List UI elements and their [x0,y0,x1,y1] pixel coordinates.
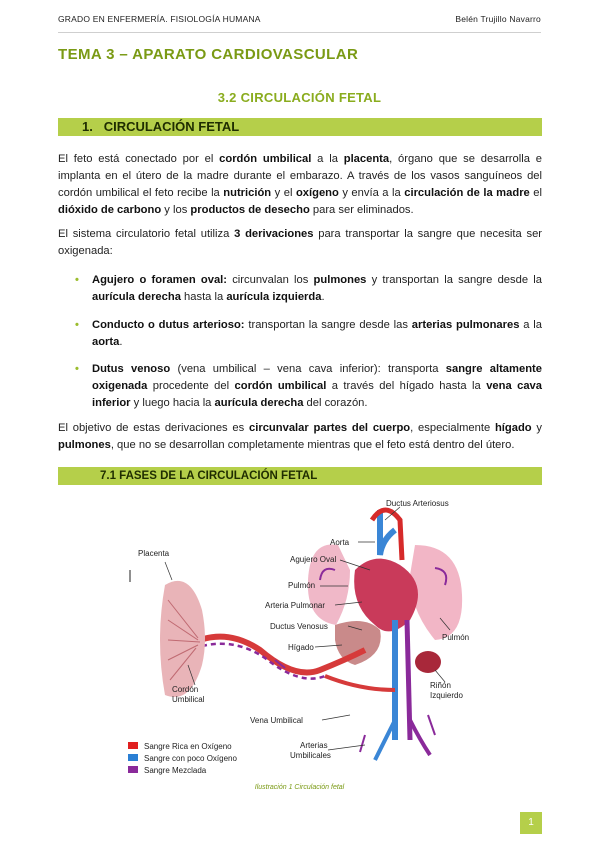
aorta-vessel [380,510,395,555]
section-label: CIRCULACIÓN FETAL [103,119,240,134]
text-run: y el [271,187,296,199]
placenta-shape [160,581,205,697]
text-run: , que no se desarrollan completamente mientras que el feto está dentro del útero. [110,439,515,451]
text-run: . [321,291,325,303]
text-run: El objetivo de estas derivaciones es [58,422,250,434]
header-divider [58,32,541,33]
bold-text: aurícula derecha [214,397,304,409]
text-run: a la [311,153,344,165]
text-run: , especialmente [410,422,495,434]
text-run: para ser eliminados. [309,204,414,216]
label-izquierdo: Izquierdo [430,691,463,700]
bold-text: Agujero o foramen oval: [92,274,227,286]
paragraph-objetivo [58,420,542,454]
label-umbilical: Umbilical [172,695,205,704]
text-run: transportan la sangre desde las [244,319,412,331]
label-placenta: Placenta [138,549,170,558]
text-run: , órgano que se desarrolla e implanta en el útero de la madre durante el embarazo. A través de los vasos sanguíneos del cordón umbilical el feto recibe la [58,153,542,199]
bold-text: sangre altamente oxigenada [92,363,542,392]
text-run: y transportan la sangre desde la [366,274,542,286]
bold-text: placenta [343,153,390,165]
umbilical-vein [325,676,395,690]
label-rinon: Riñón [430,681,451,690]
text-run: El sistema circulatorio fetal utiliza [58,228,235,240]
section-heading-fases: 7.1 FASES DE LA CIRCULACIÓN FETAL [58,467,542,485]
text-run: El feto está conectado por el [58,153,220,165]
text-run: procedente del [147,380,235,392]
fetal-circulation-figure [110,490,530,785]
kidney-shape [415,651,441,673]
label-pulmon-right: Pulmón [442,633,470,642]
paragraph-derivaciones [58,226,542,260]
bold-text: aorta [92,336,120,348]
bold-text: Conducto o dutus arterioso: [92,319,245,331]
text-run: (vena umbilical – vena cava inferior): transporta [170,363,446,375]
bold-text: dióxido de carbono [58,204,162,216]
header-author: Belén Trujillo Navarro [455,14,541,24]
list-item [58,317,542,351]
label-ductus-arteriosus: Ductus Arteriosus [386,499,449,508]
label-cordon: Cordón [172,685,199,694]
bold-text: oxígeno [295,187,339,199]
page-title: TEMA 3 – APARATO CARDIOVASCULAR [58,46,359,63]
label-umbilicales: Umbilicales [290,751,331,760]
text-run: del corazón. [303,397,368,409]
iliac-right [410,720,430,755]
bold-text: arterias pulmonares [411,319,520,331]
bold-text: circulación de la madre [404,187,530,199]
text-run: para transportar la sangre que necesita ser oxigenada: [58,228,543,257]
label-ductus-venosus: Ductus Venosus [270,622,328,631]
label-aorta: Aorta [330,538,350,547]
bold-text: aurícula izquierda [226,291,322,303]
label-arterias: Arterias [300,741,328,750]
bullet-icon: • [75,363,79,375]
bold-text: cordón umbilical [219,153,312,165]
label-vena-umbilical: Vena Umbilical [250,716,303,725]
label-pulmon-left: Pulmón [288,581,316,590]
figure-legend [128,742,238,775]
text-run: y envía a la [338,187,405,199]
text-run: circunvalan los [227,274,314,286]
bold-text: Dutus venoso [92,363,171,375]
page-number: 1 [520,812,542,834]
bullet-list-2 [58,317,542,351]
paragraph-intro [58,151,542,219]
text-run: a la [519,319,543,331]
bold-text: vena cava inferior [92,380,542,409]
bold-text: circunvalar partes del cuerpo [249,422,411,434]
flow-arrow-lower [360,735,365,752]
list-item [58,361,542,412]
text-run: y [531,422,543,434]
legend-swatch-oxygen-rich [128,742,138,749]
text-run: el [529,187,542,199]
bold-text: nutrición [223,187,272,199]
text-run: a través del hígado hasta la [326,380,487,392]
label-agujero-oval: Agujero Oval [290,555,337,564]
bold-text: pulmones [313,274,367,286]
bold-text: aurícula derecha [92,291,181,303]
legend-label: Sangre con poco Oxígeno [144,754,237,763]
bold-text: productos de desecho [190,204,310,216]
bold-text: cordón umbilical [234,380,327,392]
bullet-list-1 [58,272,542,306]
page-subtitle: 3.2 CIRCULACIÓN FETAL [217,90,382,105]
label-higado: Hígado [288,643,314,652]
figure-caption: Ilustración 1 Circulación fetal [254,784,345,791]
label-arteria-pulmonar: Arteria Pulmonar [265,601,326,610]
section-number: 1. [82,119,93,134]
bold-text: 3 derivaciones [234,228,314,240]
legend-label: Sangre Rica en Oxígeno [144,742,232,751]
text-run: hasta la [180,291,227,303]
legend-swatch-low-oxygen [128,754,138,761]
header-course: GRADO EN ENFERMERÍA. FISIOLOGÍA HUMANA [58,14,261,24]
legend-label: Sangre Mezclada [144,766,207,775]
bullet-icon: • [75,319,79,331]
bullet-list-3 [58,361,542,412]
text-run: y luego hacia la [130,397,215,409]
legend-swatch-mixed [128,766,138,773]
section-heading-circulacion [58,118,542,136]
flow-arrow-lower-right [428,715,435,735]
text-run: y los [161,204,191,216]
text-run: . [119,336,123,348]
bold-text: hígado [494,422,532,434]
bullet-icon: • [75,274,79,286]
bold-text: pulmones [58,439,111,451]
list-item [58,272,542,306]
